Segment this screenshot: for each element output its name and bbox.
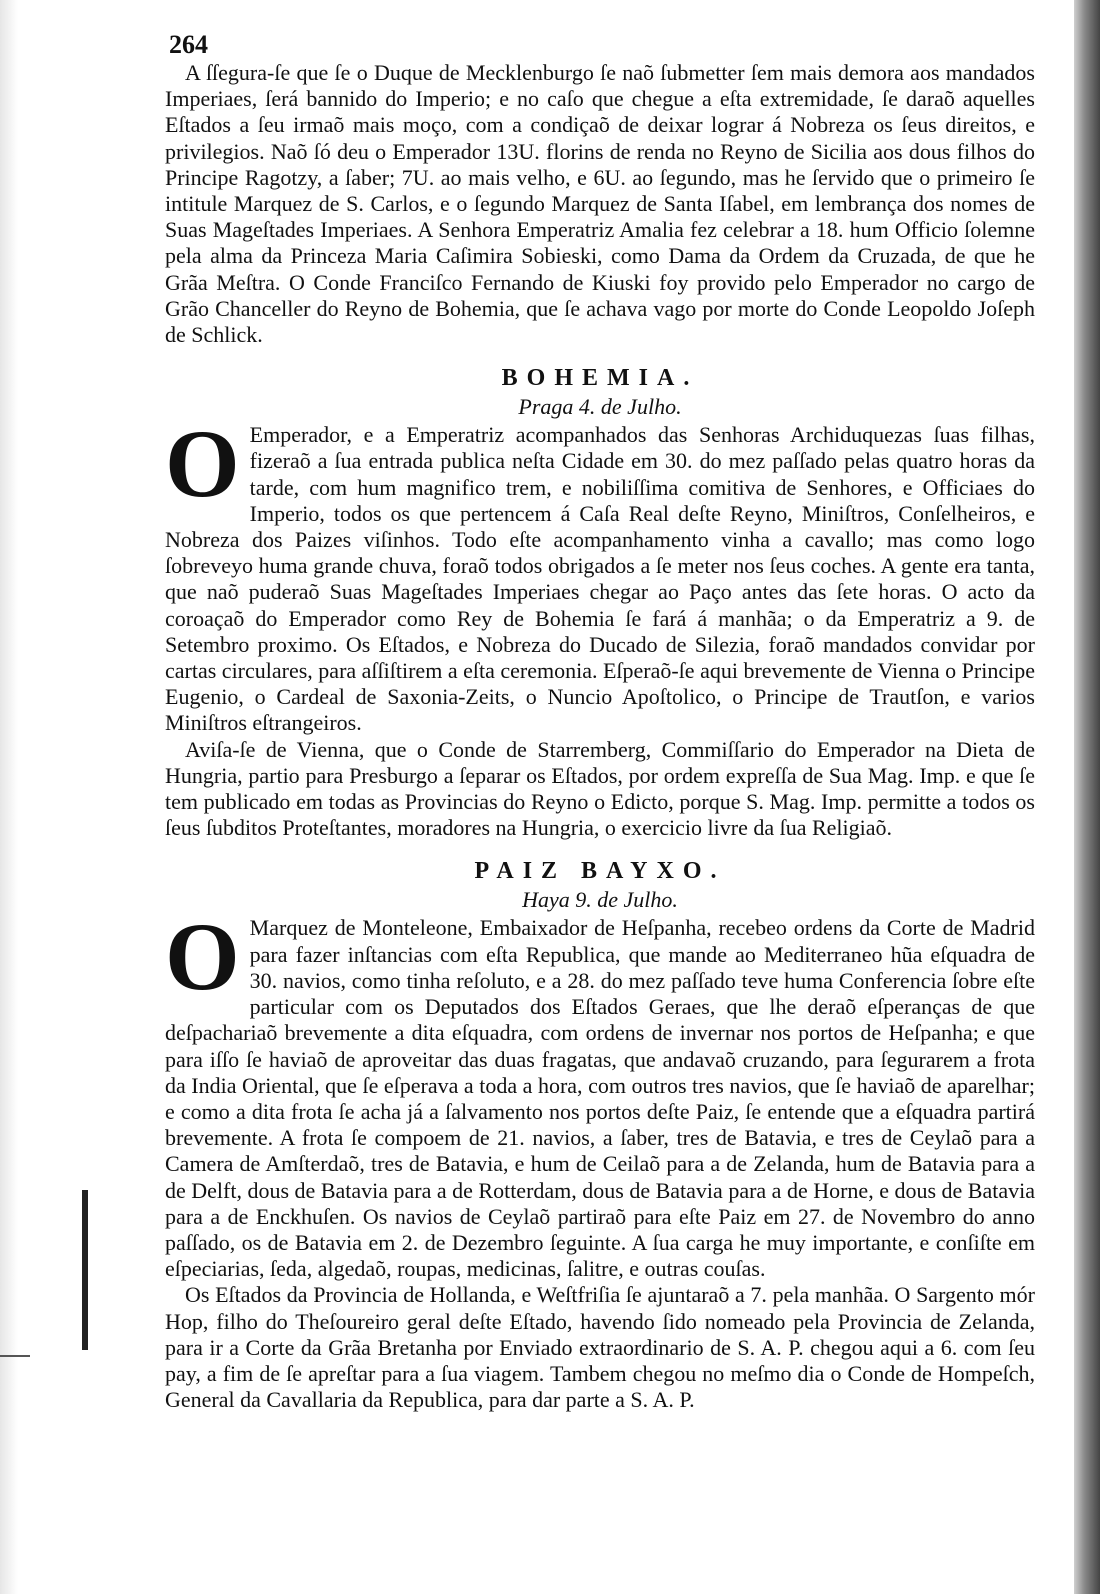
dateline-paiz-bayxo: Haya 9. de Julho. xyxy=(522,887,678,913)
bohemia-paragraph-1 xyxy=(165,410,1035,736)
section-heading-paiz-bayxo: PAIZ BAYXO. xyxy=(474,858,726,885)
paiz-bayxo-paragraph-2: Os Eſtados da Provincia de Hollanda, e Weſtfriſia ſe ajuntaraõ a 7. pela manhãa. O Sargento mór Hop, filho do Theſoureiro geral deſte Eſtado, havendo ſido nomeado pela Provincia de Zelanda, para ir a Corte da Grãa Bretanha por Enviado extraordinario de S. A. P. chegou aqui a 6. com ſeu pay, a fim de ſe apreſtar para a ſua viagem. Tambem chegou no meſmo dia o Conde de Hompeſch, General da Cavallaria da Republica, para dar parte a S. A. P. xyxy=(165,1282,1035,1413)
section-heading-bohemia: BOHEMIA. xyxy=(501,365,699,392)
page-text-column xyxy=(165,30,1035,1413)
bohemia-paragraph-2: Aviſa-ſe de Vienna, que o Conde de Starremberg, Commiſſario do Emperador na Dieta de Hungria, partio para Presburgo a ſeparar os Eſtados, por ordem expreſſa de Sua Mag. Imp. e que ſe tem publicado em todas as Provincias do Reyno o Edicto, porque S. Mag. Imp. permitte a todos os ſeus ſubditos Proteſtantes, moradores na Hungria, o exercicio livre da ſua Religiaõ. xyxy=(165,736,1035,841)
page-number: 264 xyxy=(169,30,208,59)
margin-stray-mark xyxy=(0,1355,30,1357)
intro-paragraph: A ſſegura-ſe que ſe o Duque de Mecklenburgo ſe naõ ſubmetter ſem mais demora aos mandados Imperiaes, ſerá bannido do Imperio; e no caſo que chegue a eſta extremidade, ſe daraõ aquelles Eſtados a ſeu irmaõ mais moço, com a condiçaõ de deixar lograr á Nobreza os ſeus direitos, e privilegios. Naõ ſó deu o Emperador 13U. florins de renda no Reyno de Sicilia aos dous filhos do Principe Ragotzy, a ſaber; 7U. ao mais velho, e 6U. ao ſegundo, mas he ſervido que o primeiro ſe intitule Marquez de S. Carlos, e o ſegundo Marquez de Santa Iſabel, em lembrança dos nomes de Suas Mageſtades Imperiaes. A Senhora Emperatriz Amalia fez celebrar a 18. hum Officio ſolemne pela alma da Princeza Maria Caſimira Sobieski, como Dama da Ordem da Cruzada, de que he Grãa Meſtra. O Conde Franciſco Fernando de Kiuski foy provido pelo Emperador no cargo de Grão Chanceller do Reyno de Bohemia, que ſe achava vago por morte do Conde Leopoldo Joſeph de Schlick. xyxy=(165,60,1035,348)
paiz-bayxo-paragraph-1-text: Marquez de Monteleone, Embaixador de Heſpanha, recebeo ordens da Corte de Madrid para fazer inſtancias com eſta Republica, que mande ao Mediterraneo hũa eſquadra de 30. navios, como tinha reſoluto, e a 28. do mez paſſado teve huma Conferencia ſobre eſte particular com os Deputados dos Eſtados Geraes, que lhe deraõ eſperanças de que deſpachariaõ brevemente a dita eſquadra, com ordens de invernar nos portos de Heſpanha; e que para iſſo ſe haviaõ de aproveitar das duas fragatas, que andavaõ cruzando, para ſegurarem a frota da India Oriental, que ſe eſperava a toda a hora, com outros tres navios, que ſe haviaõ de aparelhar; e como a dita frota ſe acha já a ſalvamento nos portos deſte Paiz, ſe entende que a eſquadra partirá brevemente. A frota ſe compoem de 21. navios, a ſaber, tres de Batavia, e tres de Ceylaõ para a Camera de Amſterdaõ, tres de Batavia, e hum de Ceilaõ para a de Zelanda, hum de Batavia para a de Delft, dous de Batavia para a de Rotterdam, dous de Batavia para a de Horne, e dous de Batavia para a de Enckhuſen. Os navios de Ceylaõ partiraõ para eſte Paiz em 27. de Novembro do anno paſſado, os de Batavia em 2. de Dezembro ſeguinte. A ſua carga he muy importante, e conſiſte em eſpeciarias, ſeda, algedaõ, roupas, medicinas, ſalitre, e outras couſas. xyxy=(165,915,1035,1282)
page-binding-edge xyxy=(1074,0,1100,1594)
margin-rule-mark xyxy=(82,1190,88,1350)
paiz-bayxo-paragraph-1 xyxy=(165,903,1035,1282)
dateline-bohemia: Praga 4. de Julho. xyxy=(518,394,682,420)
drop-cap-bohemia: O xyxy=(165,410,240,518)
drop-cap-paiz-bayxo: O xyxy=(165,903,240,1011)
bohemia-paragraph-1-text: Emperador, e a Emperatriz acompanhados das Senhoras Archiduquezas ſuas filhas, fizeraõ a ſua entrada publica neſta Cidade em 30. do mez paſſado pelas quatro horas da tarde, com hum magnifico trem, e nobiliſſima comitiva de Senhores, e Officiaes do Imperio, todos os que pertencem á Caſa Real deſte Reyno, Miniſtros, Conſelheiros, e Nobreza dos Paizes viſinhos. Todo eſte acompanhamento vinha a cavallo; mas como logo ſobreveyo huma grande chuva, foraõ todos obrigados a ſe meter nos ſeus coches. A gente era tanta, que naõ puderaõ Suas Mageſtades Imperiaes chegar ao Paço antes das ſete horas. O acto da coroaçaõ do Emperador como Rey de Bohemia ſe fará á manhãa; o da Emperatriz a 9. de Setembro proximo. Os Eſtados, e Nobreza do Ducado de Silezia, foraõ mandados convidar por cartas circulares, para aſſiſtirem a eſta ceremonia. Eſperaõ-ſe aqui brevemente de Vienna o Principe Eugenio, o Cardeal de Saxonia-Zeits, o Nuncio Apoſtolico, o Principe de Trautſon, e varios Miniſtros eſtrangeiros. xyxy=(165,422,1035,736)
